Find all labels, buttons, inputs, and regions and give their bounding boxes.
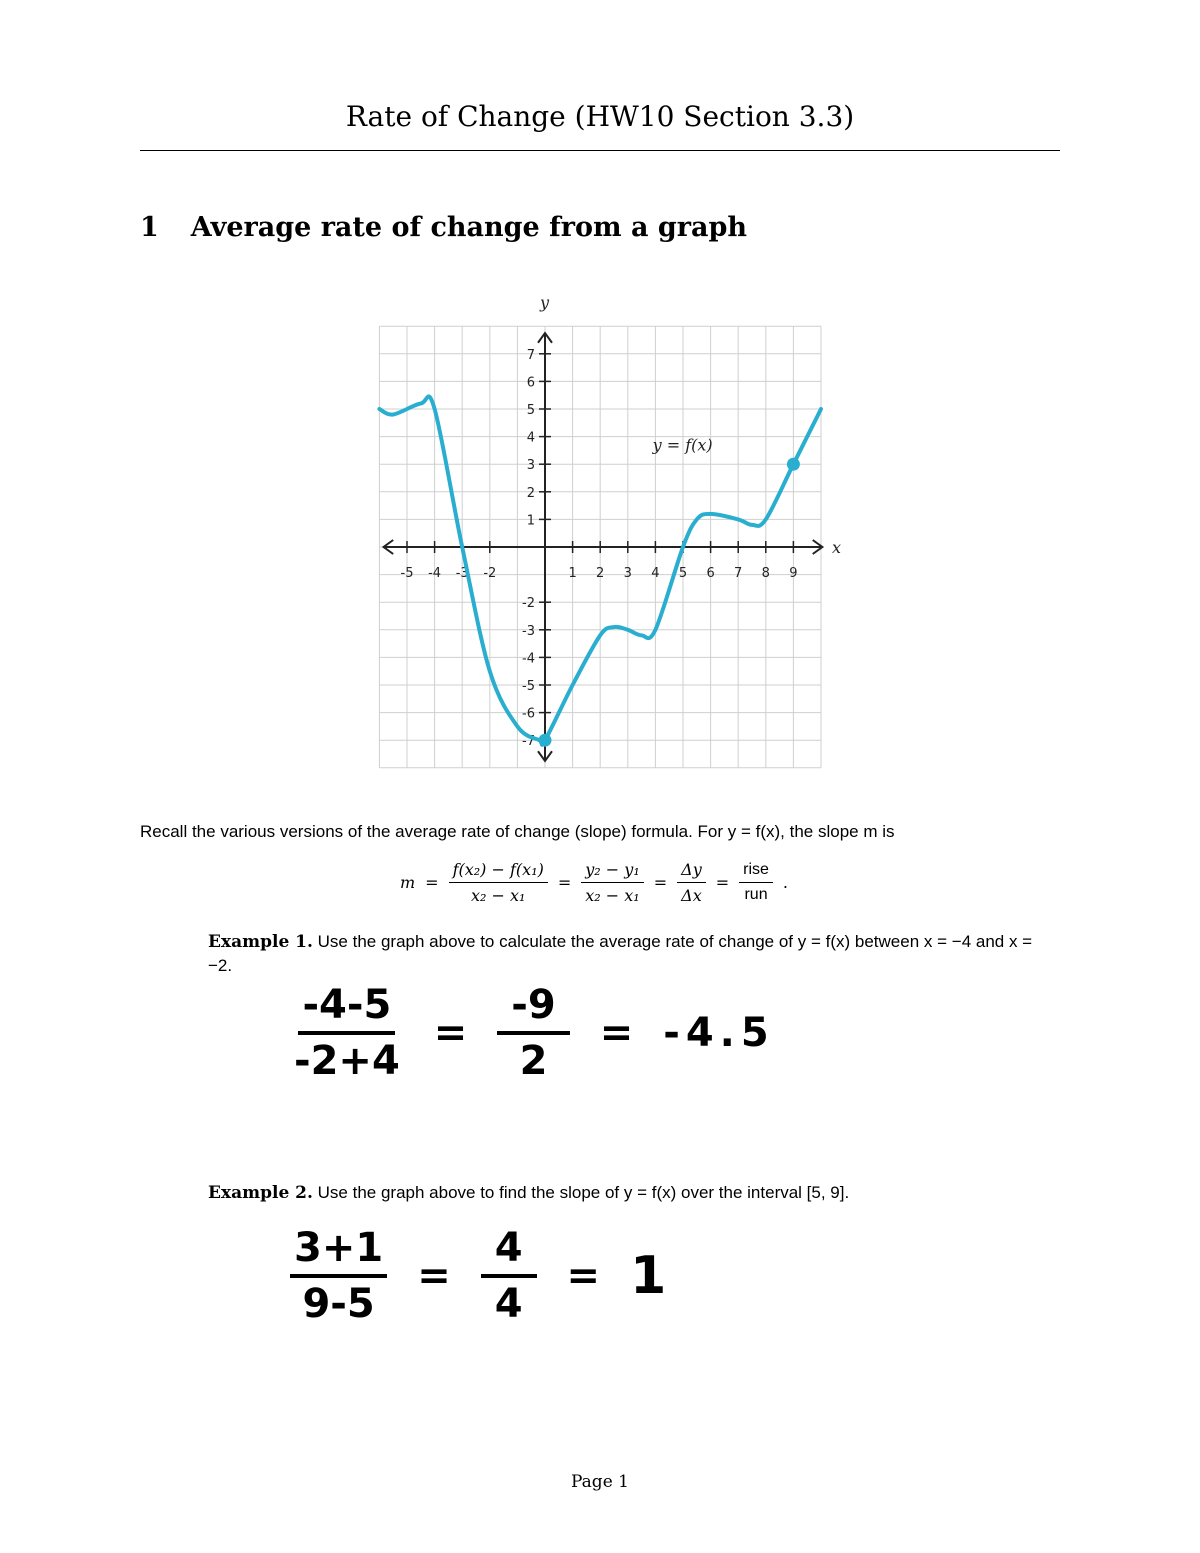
- fraction-numerator: f(x₂) − f(x₁): [449, 860, 548, 883]
- hw-fraction: [290, 1225, 387, 1327]
- hw-denominator: 9-5: [302, 1281, 375, 1327]
- hw-numerator: 4: [481, 1225, 537, 1278]
- formula-end: .: [782, 873, 789, 892]
- marked-point: [539, 734, 552, 747]
- fraction-denominator: Δx: [681, 886, 702, 905]
- y-tick-label: -4: [522, 651, 535, 667]
- hw-result: 1: [630, 1246, 667, 1306]
- recall-text: Recall the various versions of the average rate of change (slope) formula. For y = f(x), the slope m is: [140, 822, 895, 841]
- y-tick-label: 2: [526, 485, 535, 501]
- x-tick-label: -2: [483, 566, 497, 581]
- formula-eq: =: [715, 873, 730, 892]
- fraction-function: [449, 860, 548, 905]
- marked-point: [787, 458, 800, 471]
- example-2-text: Use the graph above to find the slope of y = f(x) over the interval [5, 9].: [317, 1183, 850, 1202]
- hw-equals: =: [417, 1253, 451, 1299]
- example-2-label: Example 2.: [208, 1183, 313, 1203]
- y-tick-label: 6: [526, 375, 535, 391]
- x-tick-label: 1: [568, 566, 577, 581]
- x-tick-label: -5: [400, 566, 414, 581]
- y-tick-label: 1: [526, 513, 535, 529]
- hw-numerator: -9: [497, 982, 569, 1035]
- x-tick-label: -3: [455, 566, 469, 581]
- section-heading: [140, 212, 747, 243]
- hw-denominator: 2: [519, 1038, 548, 1084]
- fraction-numerator: rise: [739, 861, 773, 883]
- formula-m: m: [400, 873, 416, 892]
- y-tick-label: 3: [526, 458, 535, 474]
- fraction-denominator: x₂ − x₁: [470, 886, 526, 905]
- y-tick-label: 5: [526, 403, 535, 418]
- example-2: [208, 1181, 1060, 1205]
- fraction-numerator: y₂ − y₁: [581, 860, 643, 883]
- hw-equals: =: [433, 1010, 468, 1056]
- fraction-rise-run: [739, 861, 773, 904]
- title-rule: [140, 150, 1060, 151]
- hw-denominator: 4: [494, 1281, 523, 1327]
- x-tick-label: 5: [678, 566, 688, 581]
- example-1-handwritten-work: [290, 982, 775, 1084]
- example-1-text: Use the graph above to calculate the average rate of change of y = f(x) between x = −4 and x = −2.: [208, 932, 1033, 975]
- x-tick-label: 9: [789, 566, 798, 581]
- x-tick-label: 8: [761, 566, 770, 581]
- hw-numerator: 3+1: [290, 1225, 387, 1278]
- hw-fraction: [497, 982, 569, 1084]
- curve-label: y = f(x): [652, 435, 713, 455]
- y-tick-label: -6: [522, 706, 535, 722]
- x-tick-label: 2: [596, 566, 605, 581]
- y-tick-label: -7: [522, 734, 535, 750]
- hw-equals: =: [566, 1253, 601, 1299]
- x-tick-label: 6: [706, 566, 715, 581]
- fraction-numerator: Δy: [677, 860, 706, 883]
- formula-eq: =: [653, 873, 668, 892]
- hw-fraction: [481, 1225, 537, 1327]
- example-2-handwritten-work: [290, 1225, 666, 1327]
- hw-numerator: -4-5: [298, 982, 395, 1035]
- example-1: [208, 930, 1060, 978]
- hw-equals: =: [599, 1010, 634, 1056]
- y-tick-label: -5: [522, 679, 535, 694]
- y-axis-label: y: [540, 293, 550, 312]
- x-tick-label: 4: [651, 566, 660, 581]
- fraction-delta: [677, 860, 706, 905]
- graph-axes: [384, 333, 823, 761]
- slope-formula: [400, 860, 788, 905]
- y-tick-label: -2: [522, 596, 535, 612]
- hw-fraction: [290, 982, 404, 1084]
- page-number: Page 1: [571, 1472, 629, 1492]
- hw-denominator: -2+4: [294, 1038, 400, 1084]
- y-tick-label: -3: [522, 623, 535, 639]
- x-tick-label: 7: [734, 566, 743, 581]
- fraction-coordinates: [581, 860, 643, 905]
- function-graph: [370, 290, 850, 780]
- formula-eq: =: [557, 873, 572, 892]
- y-tick-label: 7: [526, 347, 535, 363]
- section-title: Average rate of change from a graph: [190, 212, 747, 243]
- hw-result: -4.5: [663, 1010, 775, 1056]
- page-title: Rate of Change (HW10 Section 3.3): [345, 100, 855, 133]
- x-axis-label: x: [832, 538, 842, 557]
- y-tick-label: 4: [526, 430, 535, 446]
- fraction-denominator: x₂ − x₁: [585, 886, 640, 905]
- fraction-denominator: run: [744, 886, 768, 903]
- example-1-label: Example 1.: [208, 932, 313, 952]
- x-tick-label: -4: [428, 566, 442, 581]
- x-tick-label: 3: [623, 566, 632, 581]
- section-number: 1: [140, 212, 159, 243]
- formula-eq: =: [425, 873, 439, 892]
